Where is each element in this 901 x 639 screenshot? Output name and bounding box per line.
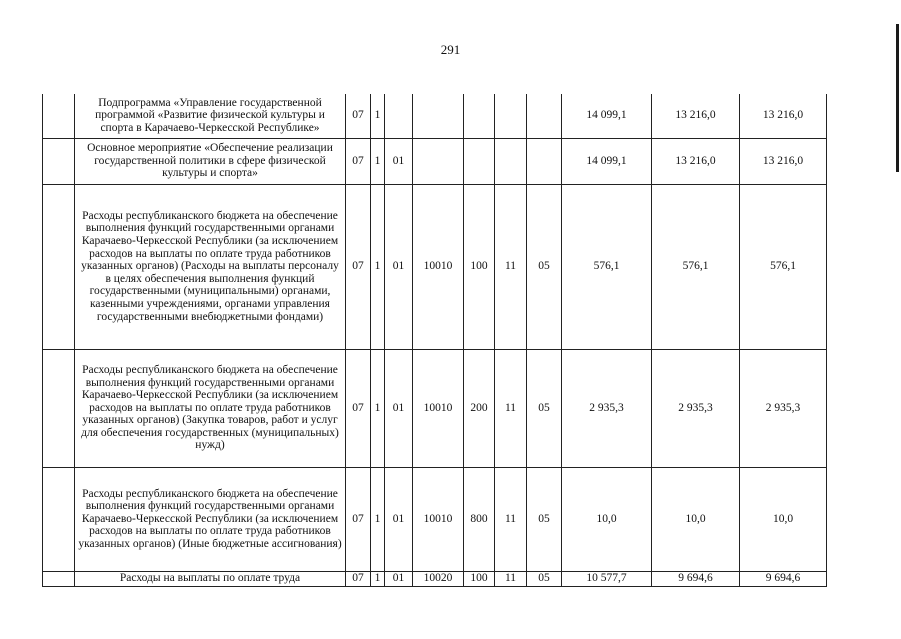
- row-direction: [413, 138, 464, 184]
- row-amount-2: 10,0: [652, 467, 740, 571]
- row-blank-cell: [43, 349, 75, 467]
- row-description: Расходы на выплаты по оплате труда: [75, 571, 346, 586]
- row-direction: 10020: [413, 571, 464, 586]
- row-amount-1: 14 099,1: [562, 94, 652, 138]
- row-amount-3: 9 694,6: [740, 571, 827, 586]
- row-amount-3: 576,1: [740, 184, 827, 349]
- row-expense-type: 800: [464, 467, 495, 571]
- row-subsection: 1: [371, 349, 385, 467]
- row-subsection: 1: [371, 184, 385, 349]
- row-blank-cell: [43, 94, 75, 138]
- row-amount-1: 576,1: [562, 184, 652, 349]
- row-code-b: 05: [527, 467, 562, 571]
- row-subsection: 1: [371, 467, 385, 571]
- row-code-b: 05: [527, 184, 562, 349]
- row-amount-3: 13 216,0: [740, 94, 827, 138]
- row-blank-cell: [43, 138, 75, 184]
- row-program: 01: [385, 349, 413, 467]
- row-code-a: [495, 138, 527, 184]
- row-code-b: 05: [527, 571, 562, 586]
- row-section: 07: [346, 349, 371, 467]
- row-code-a: 11: [495, 184, 527, 349]
- row-amount-3: 13 216,0: [740, 138, 827, 184]
- table-row: [43, 349, 827, 467]
- row-expense-type: [464, 138, 495, 184]
- row-section: 07: [346, 184, 371, 349]
- row-amount-1: 10,0: [562, 467, 652, 571]
- row-program: 01: [385, 571, 413, 586]
- row-program: 01: [385, 138, 413, 184]
- row-amount-2: 9 694,6: [652, 571, 740, 586]
- row-amount-3: 2 935,3: [740, 349, 827, 467]
- table-row: [43, 467, 827, 571]
- row-amount-2: 13 216,0: [652, 94, 740, 138]
- row-direction: [413, 94, 464, 138]
- row-amount-3: 10,0: [740, 467, 827, 571]
- row-amount-1: 10 577,7: [562, 571, 652, 586]
- scan-edge-mark: [896, 24, 899, 172]
- row-code-a: 11: [495, 571, 527, 586]
- row-description: Расходы республиканского бюджета на обеспечение выполнения функций государственными органами Карачаево-Черкесской Республики (за исключением расходов на выплаты по оплате труда работников указанных органов) (Закупка товаров, работ и услуг для обеспечения государственных (муниципальных) нужд): [75, 349, 346, 467]
- row-program: 01: [385, 467, 413, 571]
- row-section: 07: [346, 467, 371, 571]
- row-code-b: [527, 138, 562, 184]
- row-expense-type: 200: [464, 349, 495, 467]
- table-row: [43, 184, 827, 349]
- row-code-a: 11: [495, 349, 527, 467]
- row-description: Расходы республиканского бюджета на обеспечение выполнения функций государственными органами Карачаево-Черкесской Республики (за исключением расходов на выплаты по оплате труда работников указанных органов) (Расходы на выплаты персоналу в целях обеспечения выполнения функций государственными (муниципальными) органами, казенными учреждениями, органами управления государственными внебюджетными фондами): [75, 184, 346, 349]
- row-direction: 10010: [413, 467, 464, 571]
- row-program: 01: [385, 184, 413, 349]
- page-number: 291: [440, 42, 461, 57]
- row-description: Основное мероприятие «Обеспечение реализации государственной политики в сфере физической культуры и спорта»: [75, 138, 346, 184]
- row-section: 07: [346, 138, 371, 184]
- row-section: 07: [346, 571, 371, 586]
- row-expense-type: 100: [464, 184, 495, 349]
- row-code-a: [495, 94, 527, 138]
- table-row: [43, 571, 827, 586]
- budget-table: [42, 94, 827, 587]
- row-subsection: 1: [371, 138, 385, 184]
- row-direction: 10010: [413, 184, 464, 349]
- table-row: [43, 138, 827, 184]
- row-code-a: 11: [495, 467, 527, 571]
- row-expense-type: [464, 94, 495, 138]
- row-blank-cell: [43, 467, 75, 571]
- row-blank-cell: [43, 184, 75, 349]
- table-row: [43, 94, 827, 138]
- row-subsection: 1: [371, 94, 385, 138]
- row-description: Расходы республиканского бюджета на обеспечение выполнения функций государственными органами Карачаево-Черкесской Республики (за исключением расходов на выплаты по оплате труда работников указанных органов) (Иные бюджетные ассигнования): [75, 467, 346, 571]
- row-amount-2: 576,1: [652, 184, 740, 349]
- row-code-b: [527, 94, 562, 138]
- row-code-b: 05: [527, 349, 562, 467]
- row-blank-cell: [43, 571, 75, 586]
- row-amount-2: 13 216,0: [652, 138, 740, 184]
- row-subsection: 1: [371, 571, 385, 586]
- row-section: 07: [346, 94, 371, 138]
- table-body: [43, 94, 827, 586]
- row-amount-1: 14 099,1: [562, 138, 652, 184]
- row-description: Подпрограмма «Управление государственной программой «Развитие физической культуры и спорта в Карачаево-Черкесской Республике»: [75, 94, 346, 138]
- row-program: [385, 94, 413, 138]
- row-expense-type: 100: [464, 571, 495, 586]
- row-amount-1: 2 935,3: [562, 349, 652, 467]
- row-direction: 10010: [413, 349, 464, 467]
- row-amount-2: 2 935,3: [652, 349, 740, 467]
